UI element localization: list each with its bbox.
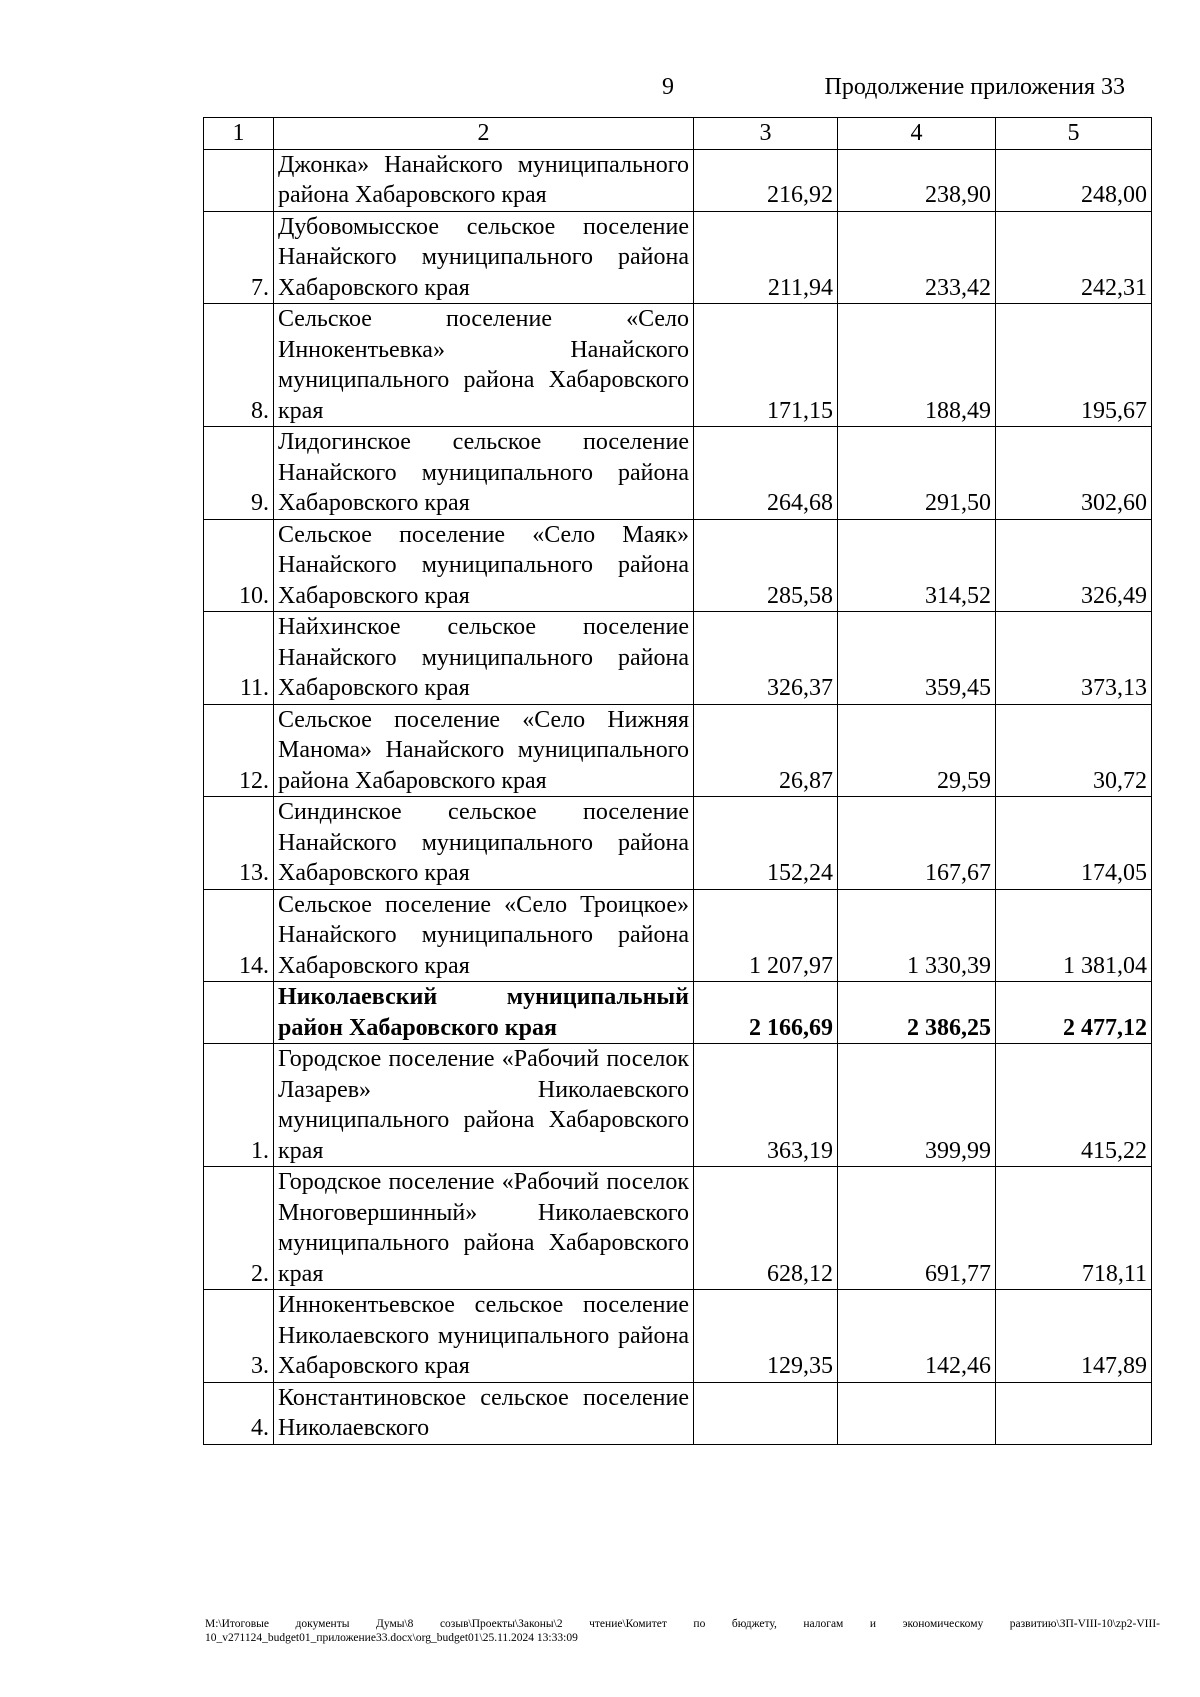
value-col4: 29,59: [838, 704, 996, 797]
value-col5: 1 381,04: [996, 889, 1152, 982]
settlement-name: Сельское поселение «Село Иннокентьевка» Нанайского муниципального района Хабаровского края: [274, 304, 694, 427]
table-row: [204, 519, 1152, 612]
table-row: [204, 1167, 1152, 1290]
value-col5: 242,31: [996, 211, 1152, 304]
value-col4: 142,46: [838, 1290, 996, 1383]
settlement-name: Сельское поселение «Село Троицкое» Нанайского муниципального района Хабаровского края: [274, 889, 694, 982]
value-col3: 285,58: [694, 519, 838, 612]
value-col3: 264,68: [694, 427, 838, 520]
continuation-label: Продолжение приложения 33: [824, 74, 1125, 100]
row-number: 13.: [204, 797, 274, 890]
table-row: [204, 704, 1152, 797]
value-col3: [694, 1382, 838, 1444]
settlement-name: Синдинское сельское поселение Нанайского муниципального района Хабаровского края: [274, 797, 694, 890]
settlement-name: Найхинское сельское поселение Нанайского муниципального района Хабаровского края: [274, 612, 694, 705]
value-col4: 2 386,25: [838, 982, 996, 1044]
column-header: 3: [694, 118, 838, 150]
budget-table: [203, 117, 1152, 1445]
value-col4: 188,49: [838, 304, 996, 427]
value-col5: 174,05: [996, 797, 1152, 890]
value-col5: 326,49: [996, 519, 1152, 612]
settlement-name: Дубовомысское сельское поселение Нанайского муниципального района Хабаровского края: [274, 211, 694, 304]
table-row: [204, 889, 1152, 982]
value-col3: 171,15: [694, 304, 838, 427]
value-col5: 30,72: [996, 704, 1152, 797]
column-header: 1: [204, 118, 274, 150]
value-col4: 359,45: [838, 612, 996, 705]
value-col3: 363,19: [694, 1044, 838, 1167]
value-col4: 691,77: [838, 1167, 996, 1290]
value-col5: 147,89: [996, 1290, 1152, 1383]
value-col5: [996, 1382, 1152, 1444]
table-row: [204, 1382, 1152, 1444]
row-number: 10.: [204, 519, 274, 612]
value-col5: 2 477,12: [996, 982, 1152, 1044]
row-number: [204, 149, 274, 211]
table-row: [204, 149, 1152, 211]
settlement-name: Николаевский муниципальный район Хабаровского края: [274, 982, 694, 1044]
row-number: 9.: [204, 427, 274, 520]
row-number: 1.: [204, 1044, 274, 1167]
column-header: 2: [274, 118, 694, 150]
value-col5: 415,22: [996, 1044, 1152, 1167]
settlement-name: Константиновское сельское поселение Николаевского: [274, 1382, 694, 1444]
row-number: 2.: [204, 1167, 274, 1290]
district-total-row: [204, 982, 1152, 1044]
value-col5: 195,67: [996, 304, 1152, 427]
row-number: 8.: [204, 304, 274, 427]
value-col5: 718,11: [996, 1167, 1152, 1290]
value-col3: 326,37: [694, 612, 838, 705]
value-col5: 248,00: [996, 149, 1152, 211]
row-number: 3.: [204, 1290, 274, 1383]
value-col3: 129,35: [694, 1290, 838, 1383]
value-col4: 399,99: [838, 1044, 996, 1167]
value-col3: 26,87: [694, 704, 838, 797]
table-row: [204, 1290, 1152, 1383]
file-path-footer: M:\Итоговые документы Думы\8 созыв\Проекты\Законы\2 чтение\Комитет по бюджету, налогам и экономическому развитию\ЗП-VIII-10\zp2-VIII-10_v271124_budget01_приложение33.docx\org_budget01\25.11.2024 13:33:09: [205, 1618, 1160, 1644]
table-row: [204, 427, 1152, 520]
value-col3: 216,92: [694, 149, 838, 211]
value-col4: 233,42: [838, 211, 996, 304]
row-number: 14.: [204, 889, 274, 982]
table-row: [204, 612, 1152, 705]
column-header: 5: [996, 118, 1152, 150]
settlement-name: Городское поселение «Рабочий поселок Лазарев» Николаевского муниципального района Хабаровского края: [274, 1044, 694, 1167]
settlement-name: Городское поселение «Рабочий поселок Многовершинный» Николаевского муниципального района Хабаровского края: [274, 1167, 694, 1290]
value-col4: [838, 1382, 996, 1444]
page-number: 9: [662, 74, 674, 100]
value-col4: 167,67: [838, 797, 996, 890]
row-number: 7.: [204, 211, 274, 304]
settlement-name: Сельское поселение «Село Нижняя Манома» Нанайского муниципального района Хабаровского края: [274, 704, 694, 797]
settlement-name: Иннокентьевское сельское поселение Николаевского муниципального района Хабаровского края: [274, 1290, 694, 1383]
row-number: 12.: [204, 704, 274, 797]
value-col3: 2 166,69: [694, 982, 838, 1044]
value-col5: 302,60: [996, 427, 1152, 520]
row-number: [204, 982, 274, 1044]
table-row: [204, 1044, 1152, 1167]
value-col4: 1 330,39: [838, 889, 996, 982]
value-col4: 291,50: [838, 427, 996, 520]
header-row: [204, 118, 1152, 150]
table-row: [204, 797, 1152, 890]
value-col5: 373,13: [996, 612, 1152, 705]
settlement-name: Джонка» Нанайского муниципального района Хабаровского края: [274, 149, 694, 211]
row-number: 4.: [204, 1382, 274, 1444]
column-header: 4: [838, 118, 996, 150]
row-number: 11.: [204, 612, 274, 705]
value-col4: 314,52: [838, 519, 996, 612]
value-col3: 152,24: [694, 797, 838, 890]
value-col3: 1 207,97: [694, 889, 838, 982]
value-col3: 628,12: [694, 1167, 838, 1290]
table-row: [204, 211, 1152, 304]
value-col3: 211,94: [694, 211, 838, 304]
settlement-name: Сельское поселение «Село Маяк» Нанайского муниципального района Хабаровского края: [274, 519, 694, 612]
value-col4: 238,90: [838, 149, 996, 211]
settlement-name: Лидогинское сельское поселение Нанайского муниципального района Хабаровского края: [274, 427, 694, 520]
table-row: [204, 304, 1152, 427]
